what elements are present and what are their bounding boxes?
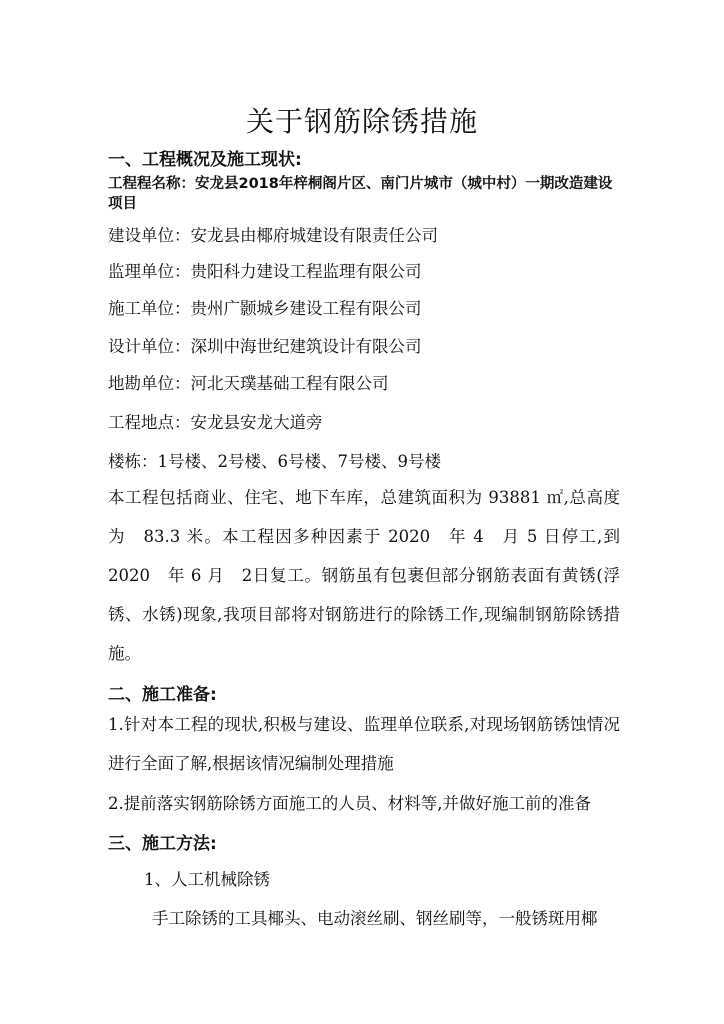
info-line-supervision-unit: 监理单位：贵阳科力建设工程监理有限公司	[108, 262, 422, 281]
method-text-1: 手工除锈的工具椰头、电动滚丝刷、钢丝刷等，一般锈斑用椰	[152, 909, 598, 928]
method-subheading-1: 1、人工机械除锈	[144, 870, 270, 889]
info-line-location: 工程地点：安龙县安龙大道旁	[108, 413, 323, 432]
prep-item-1: 1.针对本工程的现状,积极与建设、监理单位联系,对现场钢筋锈蚀情况进行全面了解,根据该情况编制处理措施	[108, 715, 620, 773]
info-line-construction-unit: 建设单位：安龙县由椰府城建设有限责任公司	[108, 226, 438, 245]
info-line-survey-unit: 地勘单位：河北天璞基础工程有限公司	[108, 374, 389, 393]
section3-heading: 三、施工方法:	[108, 834, 217, 854]
prep-item-2: 2.提前落实钢筋除锈方面施工的人员、材料等,并做好施工前的准备	[108, 794, 591, 813]
info-line-contractor: 施工单位：贵州广颢城乡建设工程有限公司	[108, 299, 422, 318]
section2-heading: 二、施工准备:	[108, 685, 217, 705]
document-title: 关于钢筋除锈措施	[245, 105, 478, 138]
info-line-buildings: 楼栋：1号楼、2号楼、6号楼、7号楼、9号楼	[108, 452, 441, 471]
project-name: 工程程名称：安龙县2018年梓桐阁片区、南门片城市（城中村）一期改造建设项目	[108, 176, 613, 212]
info-line-design-unit: 设计单位：深圳中海世纪建筑设计有限公司	[108, 337, 422, 356]
section1-heading: 一、工程概况及施工现状:	[108, 150, 302, 170]
project-description: 本工程包括商业、住宅、地下车库，总建筑面积为 93881 ㎡,总高度为 83.3 米。本工程因多种因素于 2020 年 4 月 5 日停工,到 2020 年 6 月 2日复工。钢筋虽有包裹但部分钢筋表面有黄锈(浮锈、水锈)现象,我项目部将对钢筋进行的除锈工作,现编制钢筋除锈措施。	[108, 488, 620, 663]
